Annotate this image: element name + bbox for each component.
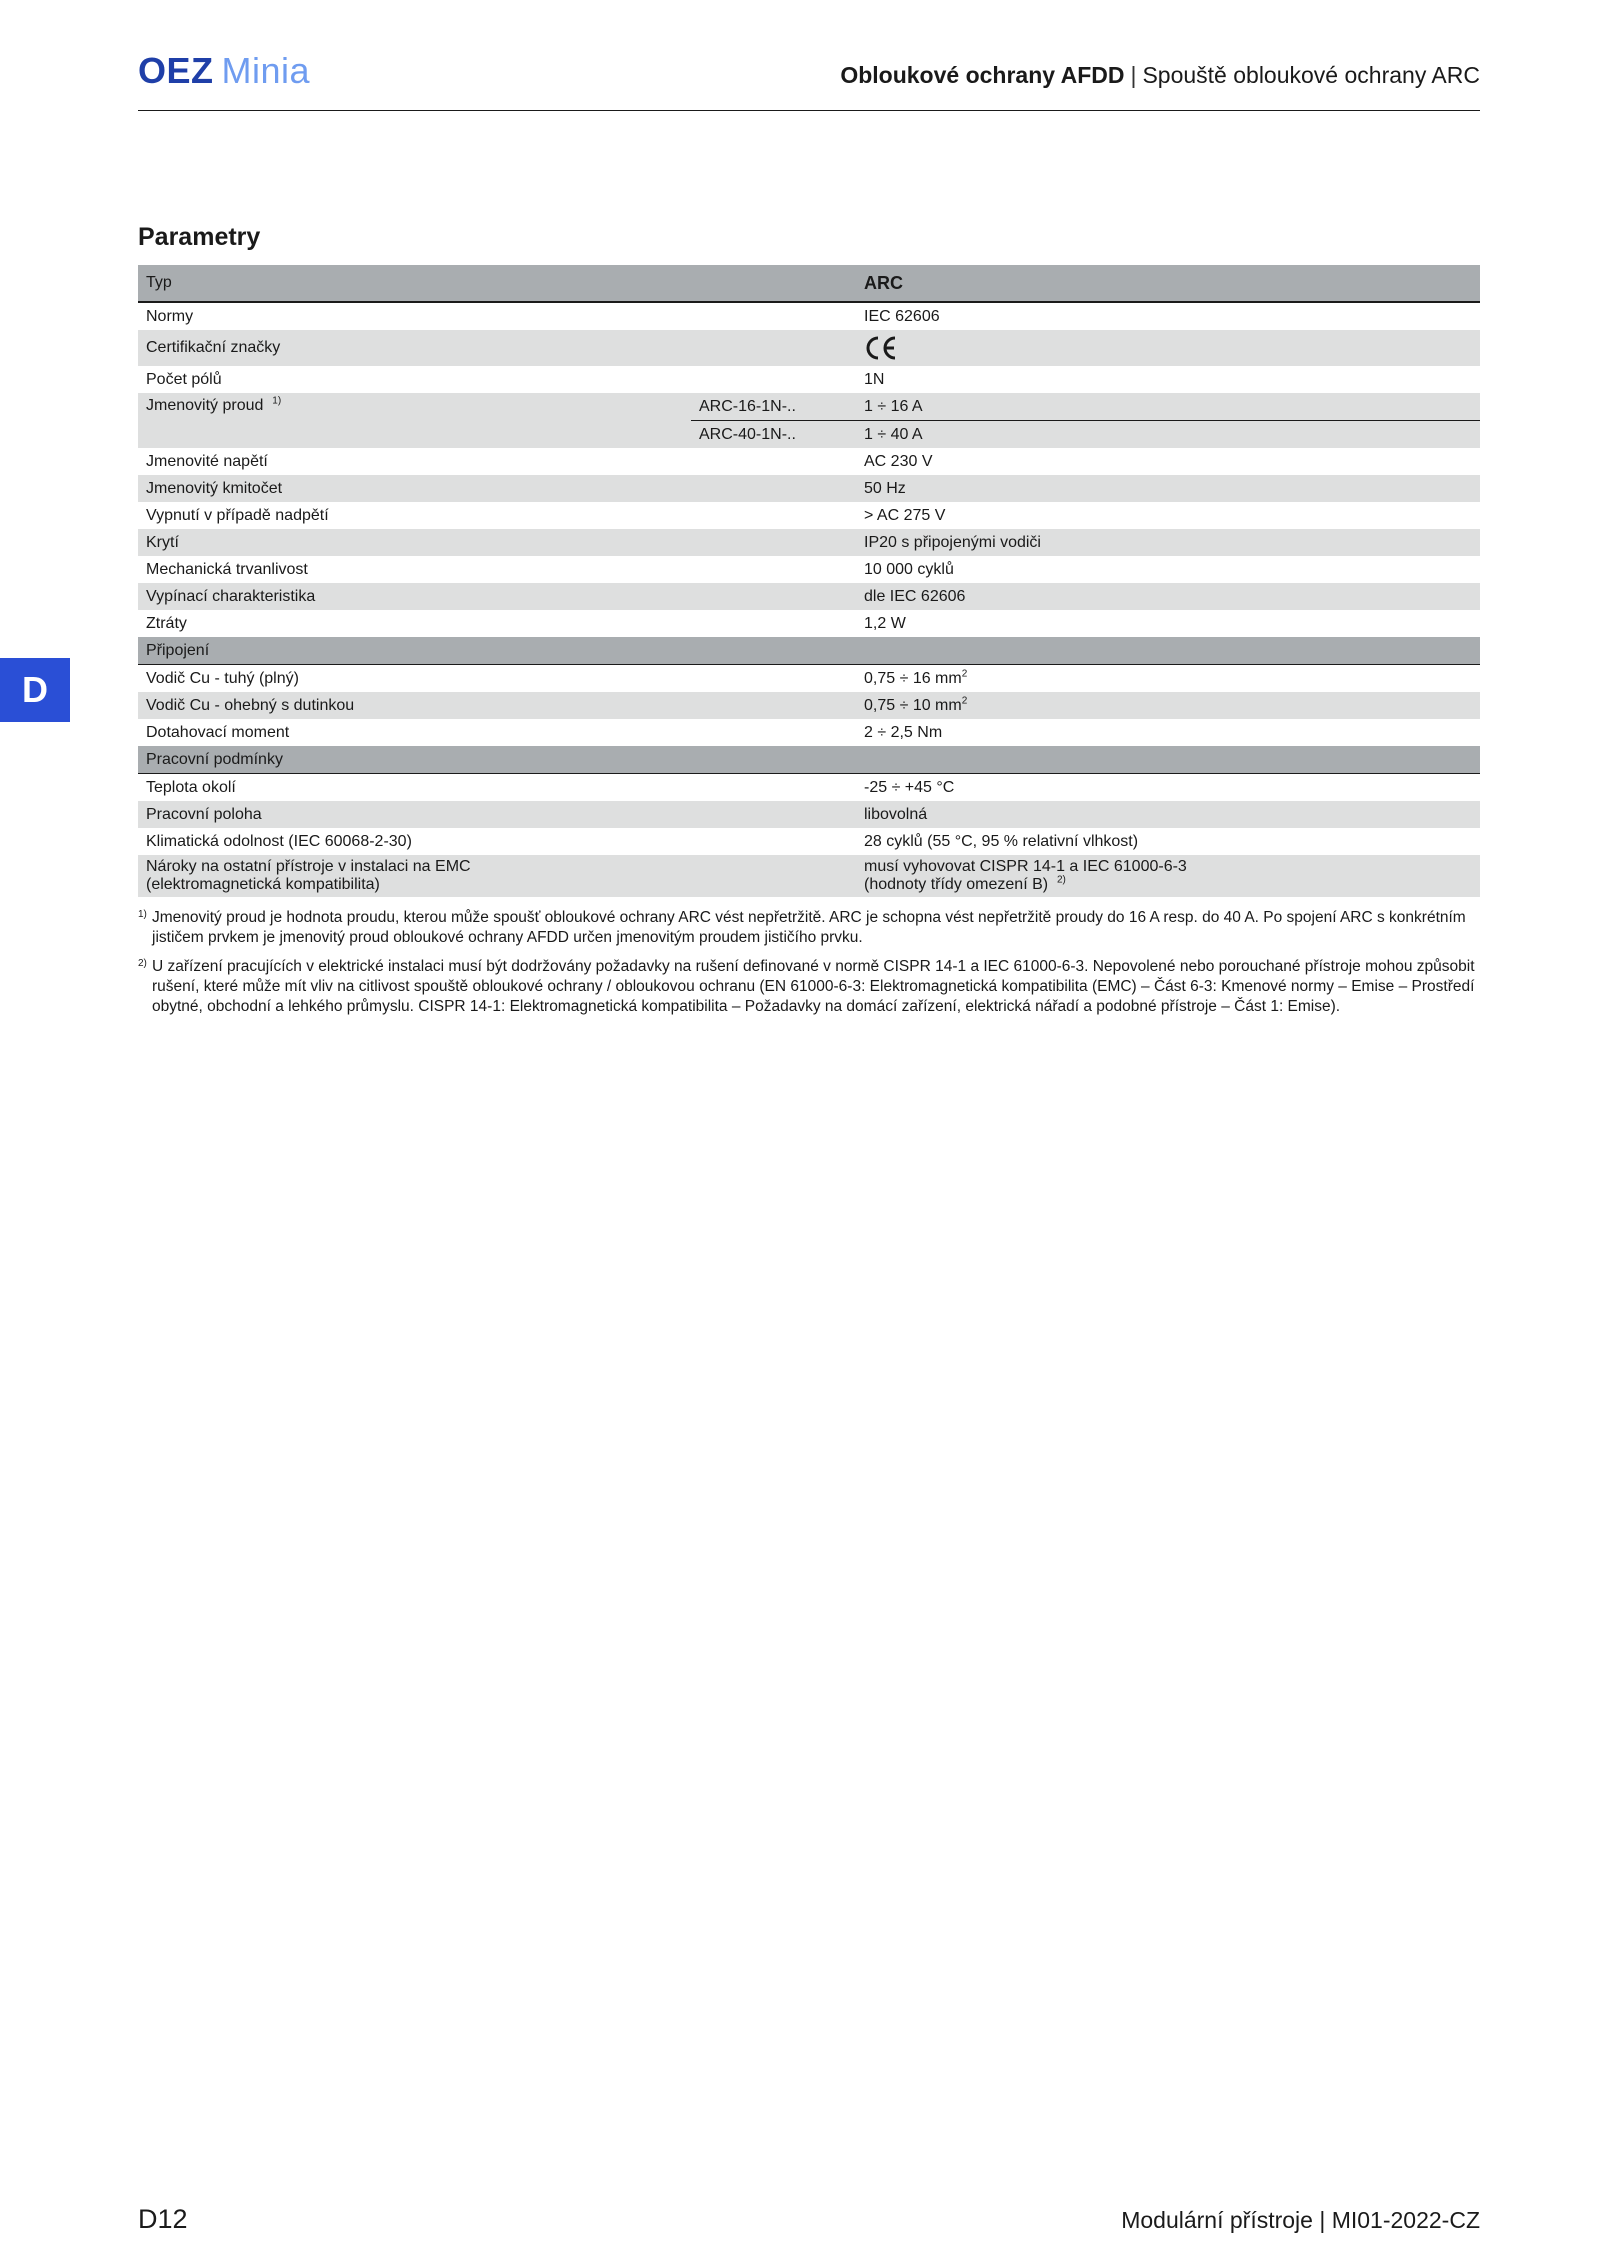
- header-title-bold: Obloukové ochrany AFDD: [840, 62, 1125, 88]
- row-value: 1 ÷ 40 A: [856, 421, 1480, 449]
- table-row: [138, 719, 1480, 746]
- page-header-title: [840, 62, 1480, 89]
- row-label: Dotahovací moment: [146, 723, 290, 741]
- table-row: [138, 774, 1480, 802]
- row-value: AC 230 V: [864, 452, 933, 470]
- row-subtype: ARC-40-1N-..: [691, 421, 856, 449]
- table-row: [138, 393, 1480, 421]
- row-value: IEC 62606: [864, 307, 940, 325]
- footnote: [138, 908, 1480, 948]
- table-row: [138, 855, 1480, 897]
- header-title-rest: Spouště obloukové ochrany ARC: [1142, 62, 1480, 88]
- footer-document-id: Modulární přístroje | MI01-2022-CZ: [1121, 2207, 1480, 2233]
- footnote-ref: 1): [272, 395, 282, 407]
- row-value: [856, 330, 1480, 366]
- footnote-ref: 2): [1056, 874, 1066, 886]
- row-label: Vypínací charakteristika: [138, 583, 856, 610]
- table-row: [138, 828, 1480, 855]
- row-value: > AC 275 V: [864, 506, 946, 524]
- table-row: [138, 330, 1480, 366]
- header-label: Typ: [138, 265, 856, 302]
- section-heading-conditions: Pracovní podmínky: [138, 746, 1480, 774]
- footnote-mark: 2): [138, 958, 147, 969]
- table-row: [138, 475, 1480, 502]
- row-label: Vypnutí v případě nadpětí: [146, 506, 329, 524]
- row-value: 2 ÷ 2,5 Nm: [864, 723, 943, 741]
- row-label: Počet pólů: [146, 370, 222, 388]
- section-heading-connection: Připojení: [138, 637, 1480, 665]
- header-value: ARC: [856, 265, 1480, 302]
- footnote-text: Jmenovitý proud je hodnota proudu, kterou může spoušť obloukové ochrany ARC vést nepřetržitě. ARC je schopna vést nepřetržitě proudy do 16 A resp. do 40 A. Po spojení ARC s konkrétním jističem prvkem je jmenovitý proud obloukové ochrany AFDD určen jmenovitým proudem jističího prvku.: [152, 909, 1466, 946]
- row-label: Vodič Cu - tuhý (plný): [146, 669, 299, 687]
- row-value: 1 ÷ 16 A: [856, 393, 1480, 421]
- table-row: [138, 801, 1480, 828]
- footnote-text: U zařízení pracujících v elektrické instalaci musí být dodržovány požadavky na rušení definované v normě CISPR 14-1 a IEC 61000-6-3. Nepovolené nebo porouchané přístroje mohou způsobit rušení, které může mít vliv na citlivost spouště obloukové ochrany / obloukovou ochranu (EN 61000-6-3: Elektromagnetická kompatibilita (EMC) – Část 6-3: Kmenové normy – Emise – Prostředí obytné, obchodní a lehkého průmyslu. CISPR 14-1: Elektromagnetická kompatibilita – Požadavky na domácí zařízení, elektrická nářadí a podobné přístroje – Část 1: Emise).: [152, 958, 1475, 1015]
- row-label: Nároky na ostatní přístroje v instalaci na EMC (elektromagnetická kompatibilita): [138, 855, 856, 897]
- header-divider: [138, 110, 1480, 111]
- row-label: Pracovní poloha: [138, 801, 856, 828]
- unit-superscript: 2: [961, 668, 968, 680]
- table-row: [138, 665, 1480, 693]
- table-row: [138, 610, 1480, 637]
- row-label: Jmenovitý proud $^{1)}$: [138, 393, 691, 448]
- table-row: [138, 556, 1480, 583]
- row-label: Krytí: [138, 529, 856, 556]
- row-label: Klimatická odolnost (IEC 60068-2-30): [146, 832, 412, 850]
- row-value: 10 000 cyklů: [864, 560, 954, 578]
- chapter-tab: D: [0, 658, 70, 722]
- row-value: libovolná: [856, 801, 1480, 828]
- table-row: [138, 583, 1480, 610]
- table-section-row: [138, 637, 1480, 665]
- row-label: Jmenovitý kmitočet: [138, 475, 856, 502]
- footnote-mark: 1): [138, 909, 147, 920]
- table-row: [138, 302, 1480, 330]
- header-separator: |: [1130, 62, 1137, 88]
- table-section-row: [138, 746, 1480, 774]
- row-label: Teplota okolí: [146, 778, 236, 796]
- logo-product: Minia: [221, 50, 311, 91]
- table-row: [138, 448, 1480, 475]
- row-label: Vodič Cu - ohebný s dutinkou: [138, 692, 856, 719]
- table-row: [138, 502, 1480, 529]
- row-value: IP20 s připojenými vodiči: [856, 529, 1480, 556]
- table-header-row: [138, 265, 1480, 302]
- row-value: 0,75 ÷ 16 $mm^2$: [864, 668, 968, 687]
- brand-logo: [138, 50, 310, 92]
- row-label: Ztráty: [146, 614, 187, 632]
- footnote: [138, 957, 1480, 1017]
- row-value: 1,2 W: [864, 614, 906, 632]
- logo-brand: OEZ: [138, 50, 214, 91]
- table-row: [138, 366, 1480, 393]
- page-number: D12: [138, 2204, 188, 2234]
- row-value: 50 Hz: [856, 475, 1480, 502]
- unit-superscript: 2: [961, 695, 968, 707]
- row-label: Jmenovité napětí: [146, 452, 268, 470]
- ce-mark-icon: [864, 335, 898, 361]
- table-row: [138, 692, 1480, 719]
- row-value: musí vyhovovat CISPR 14-1 a IEC 61000-6-3 (hodnoty třídy omezení B) $^{2)}$: [856, 855, 1480, 897]
- table-row: [138, 529, 1480, 556]
- parameters-table: [138, 265, 1480, 897]
- row-label: Normy: [146, 307, 194, 325]
- section-title: Parametry: [138, 223, 261, 251]
- footnotes: [138, 908, 1480, 1026]
- row-label: Certifikační značky: [138, 330, 856, 366]
- row-value: -25 ÷ +45 °C: [864, 778, 955, 796]
- row-value: 1N: [864, 370, 885, 388]
- row-subtype: ARC-16-1N-..: [691, 393, 856, 421]
- row-value: dle IEC 62606: [856, 583, 1480, 610]
- row-label: Mechanická trvanlivost: [146, 560, 308, 578]
- row-value: 28 cyklů (55 °C, 95 % relativní vlhkost): [864, 832, 1139, 850]
- row-value: 0,75 ÷ 10 $mm^2$: [856, 692, 1480, 719]
